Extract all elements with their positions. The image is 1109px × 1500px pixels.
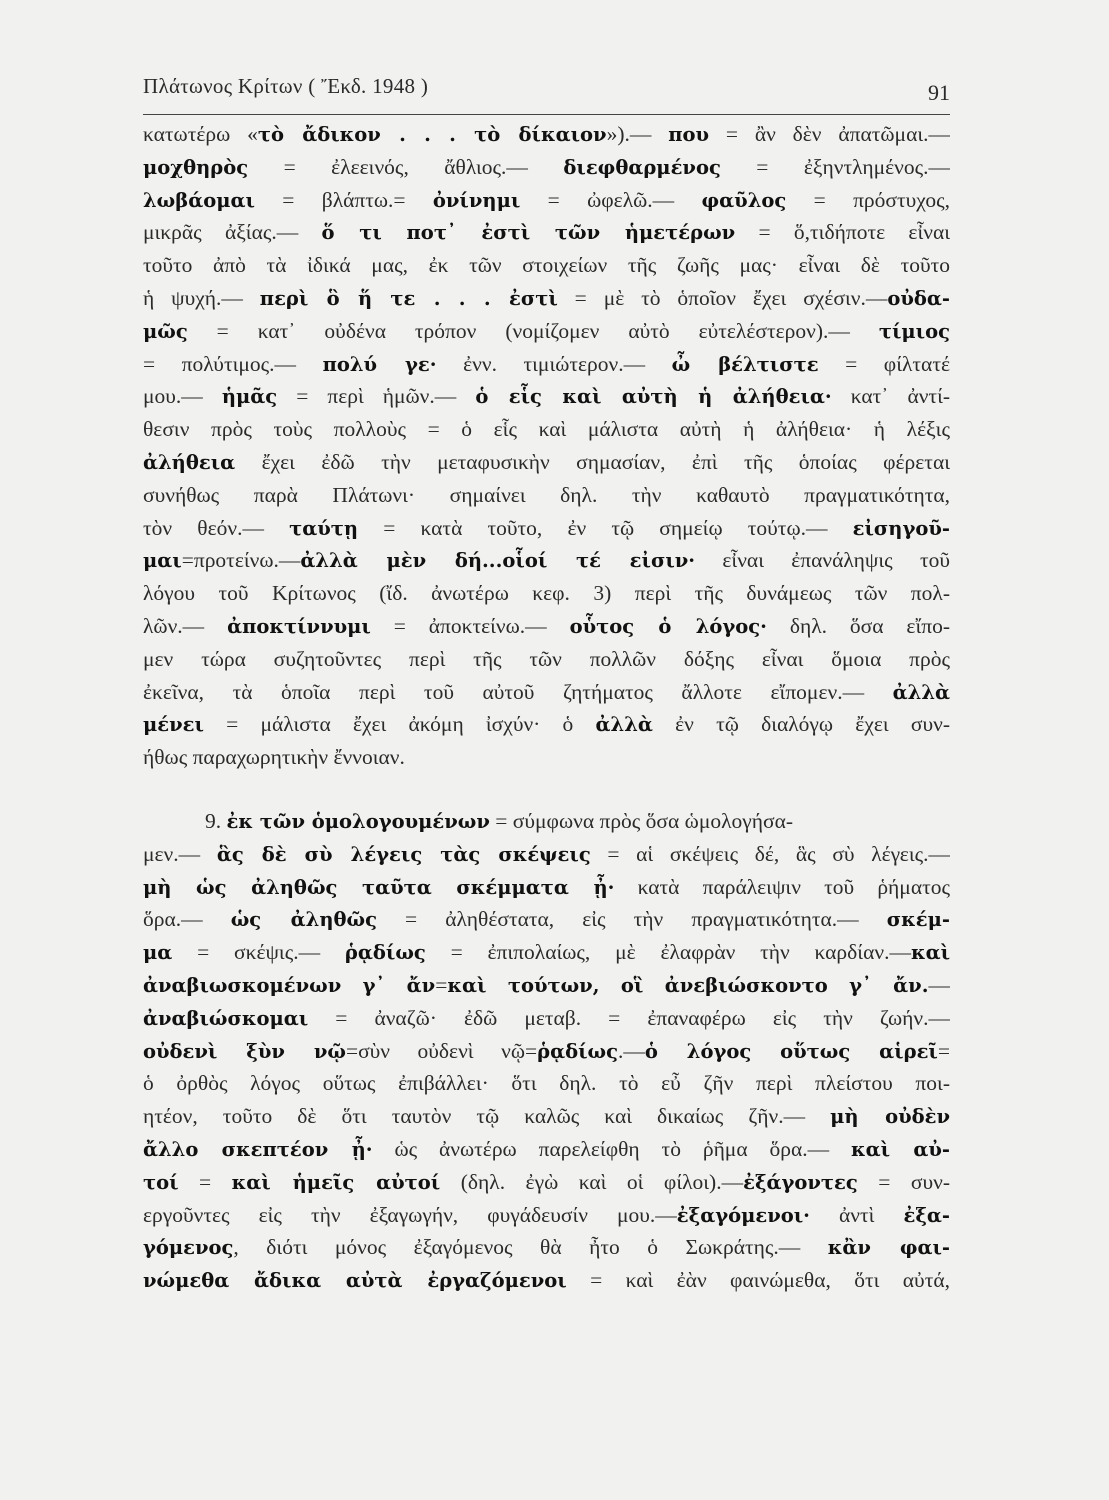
gloss-text: ὅρα.— [143, 907, 231, 932]
gloss-text: κατ᾽ ἀντί- [831, 384, 950, 409]
gloss-text: = καὶ ἐὰν φαινώμεθα, ὅτι αὐτά, [566, 1268, 950, 1293]
lemma: ὡς ἀληθῶς [230, 908, 377, 932]
text-line [143, 1166, 950, 1199]
gloss-text: = αἱ σκέψεις δέ, ἃς σὺ λέγεις.— [590, 841, 950, 866]
gloss-text: ἡ ψυχή.— [143, 285, 260, 310]
lemma: ὅ τι ποτ᾽ ἐστὶ τῶν ἡμετέρων [321, 221, 736, 245]
commentary-text [143, 118, 950, 1297]
gloss-text: = κατ᾽ οὐδένα τρόπον (νομίζομεν αὐτὸ εὐτελέστερον).— [187, 318, 879, 343]
lemma: ἐξάγοντες [743, 1170, 858, 1194]
text-line [143, 348, 950, 381]
gloss-text: λόγου τοῦ Κρίτωνος (ἴδ. ἀνωτέρω κεφ. 3) περὶ τῆς δυνάμεως τῶν πολ- [143, 581, 950, 606]
gloss-text: ήθως παραχωρητικὴν ἔννοιαν. [143, 745, 405, 770]
text-line [143, 249, 950, 282]
lemma: ἄλλο σκεπτέον ᾖ· [143, 1137, 373, 1161]
gloss-text: .— [617, 1038, 645, 1063]
lemma: ἐξαγόμενοι· [676, 1203, 810, 1227]
lemma: λωβάομαι [143, 188, 255, 212]
gloss-text: = φίλτατέ [818, 351, 950, 376]
text-line [143, 216, 950, 249]
text-line [143, 610, 950, 643]
text-line [143, 1199, 950, 1232]
gloss-text: = σύμφωνα πρὸς ὅσα ὡμολογήσα- [489, 808, 794, 833]
lemma: καὶ ἡμεῖς αὐτοί [231, 1170, 441, 1194]
gloss-text: κατὰ παράλειψιν τοῦ ῥήματος [614, 874, 950, 899]
gloss-text: = βλάπτω.= [254, 187, 433, 212]
lemma: μα [143, 941, 173, 965]
text-line [143, 151, 950, 184]
lemma: μοχθηρὸς [143, 155, 249, 179]
gloss-text: μεν τώρα συζητοῦντες περὶ τῆς τῶν πολλῶν δόξης εἶναι ὅμοια πρὸς [143, 646, 950, 671]
text-line [143, 118, 950, 151]
text-line [143, 708, 950, 741]
lemma: καὶ τούτων, οἳ ἀνεβιώσκοντο γ᾽ ἄν. [447, 973, 929, 997]
gloss-text: (δηλ. ἐγὼ καὶ οἱ φίλοι).— [440, 1169, 744, 1194]
lemma: μένει [143, 713, 204, 737]
gloss-text: , διότι μόνος ἐξαγόμενος θὰ ἦτο ὁ Σωκράτης.— [233, 1235, 828, 1260]
text-line [143, 544, 950, 577]
lemma: ἡμᾶς [221, 385, 278, 409]
text-line [143, 577, 950, 610]
lemma: που [668, 123, 710, 146]
gloss-text: εἶναι ἐπανάληψις τοῦ [695, 548, 950, 573]
lemma: ῥᾳδίως [344, 941, 426, 965]
text-line [143, 1067, 950, 1100]
gloss-text: = ἀποκτείνω.— [370, 613, 570, 638]
text-line [143, 479, 950, 512]
lemma: οὐδενὶ ξὺν νῷ [143, 1039, 346, 1063]
gloss-text: ἀντὶ [809, 1202, 904, 1227]
gloss-text: = ἂν δὲν ἀπατῶμαι.— [709, 122, 950, 146]
lemma: οὗτος ὁ λόγος· [569, 614, 767, 638]
gloss-text: μεν.— [143, 841, 217, 866]
gloss-text: = πολύτιμος.— [143, 351, 323, 376]
text-line [143, 315, 950, 348]
gloss-text: =σὺν οὐδενὶ νῷ= [345, 1038, 538, 1063]
lemma: οὐδα- [887, 286, 950, 310]
lemma: γόμενος [143, 1236, 234, 1260]
text-line [143, 1002, 950, 1035]
lemma: ἐκ τῶν ὁμολογουμένων [226, 809, 490, 833]
gloss-text: ητέον, τοῦτο δὲ ὅτι ταυτὸν τῷ καλῶς καὶ δικαίως ζῆν.— [143, 1104, 831, 1129]
gloss-text: ἐν τῷ διαλόγῳ ἔχει συν- [652, 712, 950, 737]
gloss-text: = μάλιστα ἔχει ἀκόμη ἰσχύν· ὁ [203, 712, 596, 737]
lemma: νώμεθα ἄδικα αὐτὰ ἐργαζόμενοι [143, 1269, 567, 1293]
lemma: ἀλλὰ [595, 713, 653, 737]
lemma: τοί [143, 1170, 179, 1194]
lemma: ταύτῃ [289, 516, 359, 540]
lemma: περὶ ὃ ἥ τε . . . ἐστὶ [259, 286, 558, 310]
text-line [143, 676, 950, 709]
gloss-text: = ἐλεεινός, ἄθλιος.— [248, 154, 564, 179]
gloss-text: =προτείνω.— [181, 548, 301, 573]
gloss-text: = ὠφελῶ.— [520, 187, 702, 212]
gloss-text: ὡς ἀνωτέρω παρελείφθη τὸ ῥῆμα ὅρα.— [372, 1136, 851, 1161]
page-header [143, 72, 950, 115]
gloss-text: »).— [606, 122, 669, 146]
lemma: ὁ λόγος οὕτως αἱρεῖ [644, 1039, 938, 1063]
lemma: μῶς [143, 319, 188, 343]
text-line [143, 282, 950, 315]
text-line [143, 871, 950, 904]
lemma: ἀλλὰ [892, 680, 950, 704]
lemma: ἃς δὲ σὺ λέγεις τὰς σκέψεις [216, 842, 591, 866]
lemma: ἀποκτίννυμι [227, 614, 371, 638]
lemma: μαι [143, 549, 182, 573]
paragraph-gap [143, 774, 950, 805]
gloss-text: ἐνν. τιμιώτερον.— [436, 351, 672, 376]
text-line [143, 805, 950, 838]
lemma: ὁ εἷς καὶ αὐτὴ ἡ ἀλήθεια· [475, 385, 832, 409]
gloss-text: μου.— [143, 384, 222, 409]
gloss-text: εργοῦντες εἰς τὴν ἐξαγωγήν, φυγάδευσίν μου.— [143, 1202, 677, 1227]
gloss-text: = σκέψις.— [172, 940, 345, 965]
lemma: ἀναβιωσκομένων γ᾽ ἄν [143, 973, 436, 997]
text-line [143, 936, 950, 969]
gloss-text: θεσιν πρὸς τοὺς πολλοὺς = ὁ εἷς καὶ μάλιστα αὐτὴ ἡ ἀλήθεια· ἡ λέξις [143, 417, 950, 442]
text-line [143, 1133, 950, 1166]
lemma: ἀναβιώσκομαι [143, 1006, 309, 1030]
lemma: ἐξα- [903, 1203, 950, 1227]
text-line [143, 512, 950, 545]
text-line [143, 446, 950, 479]
gloss-text: = [178, 1169, 232, 1194]
gloss-text: 9. [205, 808, 227, 833]
lemma: μὴ οὐδὲν [830, 1105, 950, 1129]
page-number: 91 [928, 80, 950, 105]
gloss-text: τὸν θεόν.— [143, 515, 290, 540]
lemma: ἀλήθεια [143, 450, 236, 474]
gloss-text: = ἐξηντλημένος.— [720, 154, 950, 179]
lemma: ὦ βέλτιστε [671, 352, 819, 376]
lemma: εἰσηγοῦ- [852, 516, 950, 540]
gloss-text: = [435, 972, 448, 997]
gloss-text: — [928, 972, 950, 997]
text-line [143, 903, 950, 936]
gloss-text: = συν- [857, 1169, 950, 1194]
gloss-text: = μὲ τὸ ὁποῖον ἔχει σχέσιν.— [557, 285, 888, 310]
text-line [143, 741, 950, 774]
gloss-text: συνήθως παρὰ Πλάτωνι· σημαίνει δηλ. τὴν καθαυτὸ πραγματικότητα, [143, 482, 950, 507]
gloss-text: = περὶ ἡμῶν.— [277, 384, 476, 409]
text-line [143, 969, 950, 1002]
lemma: τίμιος [878, 319, 950, 343]
lemma: μὴ ὡς ἀληθῶς ταῦτα σκέμματα ᾖ· [143, 875, 615, 899]
gloss-text: ἐκεῖνα, τὰ ὁποῖα περὶ τοῦ αὐτοῦ ζητήματος ἄλλοτε εἴπομεν.— [143, 679, 893, 704]
gloss-text: λῶν.— [143, 613, 228, 638]
gloss-text: = ἀληθέστατα, εἰς τὴν πραγματικότητα.— [376, 907, 887, 932]
lemma: καὶ [910, 941, 950, 965]
gloss-text: = [937, 1038, 950, 1063]
text-line [143, 838, 950, 871]
gloss-text: = ἐπιπολαίως, μὲ ἐλαφρὰν τὴν καρδίαν.— [425, 940, 911, 965]
gloss-text: = ὅ,τιδήποτε εἶναι [735, 220, 950, 245]
text-line [143, 184, 950, 217]
lemma: κἂν φαι- [827, 1236, 950, 1260]
lemma: ὀνίνημι [432, 188, 521, 212]
lemma: σκέμ- [886, 908, 950, 932]
lemma: ῥᾳδίως [537, 1039, 618, 1063]
gloss-text: τοῦτο ἀπὸ τὰ ἰδικά μας, ἐκ τῶν στοιχείων τῆς ζωῆς μας· εἶναι δὲ τοῦτο [143, 253, 950, 278]
text-line [143, 380, 950, 413]
gloss-text: ὁ ὀρθὸς λόγος οὕτως ἐπιβάλλει· ὅτι δηλ. τὸ εὖ ζῆν περὶ πλείστου ποι- [143, 1071, 950, 1096]
text-line [143, 1231, 950, 1264]
lemma: διεφθαρμένος [563, 155, 721, 179]
text-line [143, 1035, 950, 1068]
gloss-text: = ἀναζῶ· ἐδῶ μεταβ. = ἐπαναφέρω εἰς τὴν ζωήν.— [308, 1005, 950, 1030]
gloss-text: κατωτέρω « [143, 122, 258, 146]
running-title: Πλάτωνος Κρίτων ( Ἔκδ. 1948 ) [143, 74, 429, 98]
lemma: ἀλλὰ μὲν δή...οἷοί τέ εἰσιν· [300, 549, 696, 573]
lemma: καὶ αὐ- [851, 1137, 950, 1161]
text-line [143, 643, 950, 676]
gloss-text: = πρόστυχος, [786, 187, 950, 212]
text-line [143, 1100, 950, 1133]
gloss-text: μικρᾶς ἀξίας.— [143, 220, 322, 245]
gloss-text: = κατὰ τοῦτο, ἐν τῷ σημείῳ τούτῳ.— [358, 515, 853, 540]
lemma: τὸ ἄδικον . . . τὸ δίκαιον [257, 123, 607, 146]
gloss-text: δηλ. ὅσα εἴπο- [766, 613, 950, 638]
text-line [143, 1264, 950, 1297]
lemma: πολύ γε· [322, 352, 437, 376]
lemma: φαῦλος [701, 188, 787, 212]
gloss-text: ἔχει ἐδῶ τὴν μεταφυσικὴν σημασίαν, ἐπὶ τῆς ὁποίας φέρεται [235, 449, 950, 474]
text-line [143, 413, 950, 446]
